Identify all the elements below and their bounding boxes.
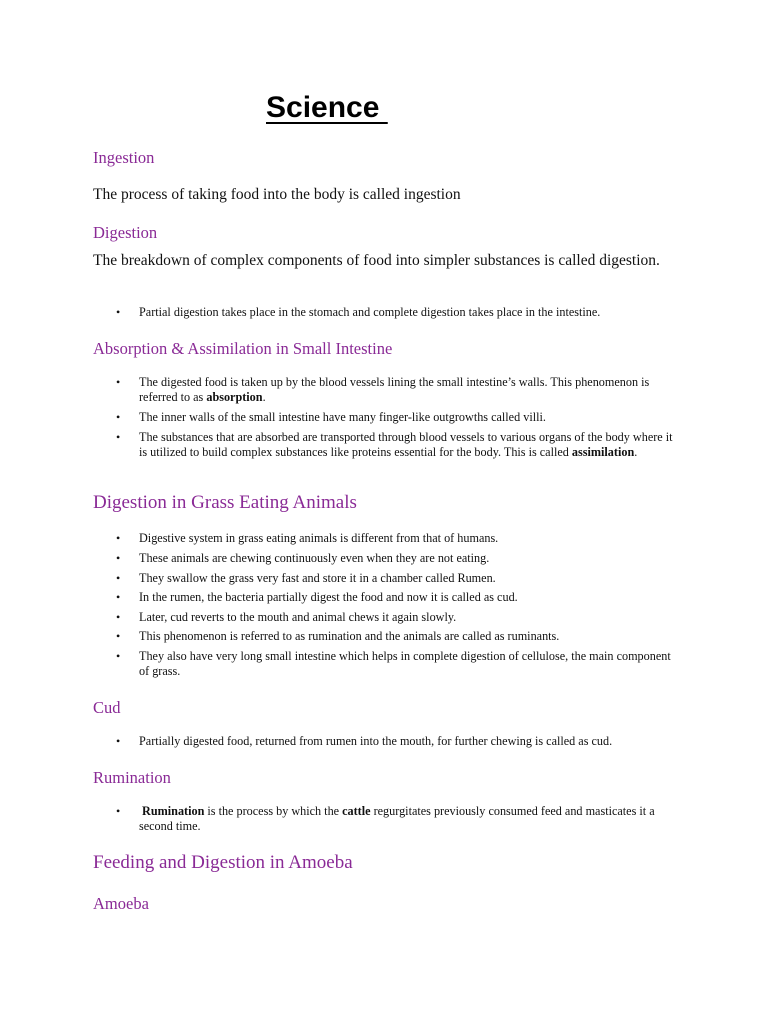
list-item: • Rumination is the process by which the cattle regurgitates previously consumed feed and masticates it a second time. [116,804,655,833]
list-item: • Partial digestion takes place in the stomach and complete digestion takes place in the intestine. [116,305,601,319]
digestion-text: The breakdown of complex components of food into simpler substances is called digestion. [93,252,660,269]
bullet-icon: • [116,375,121,389]
bullet-icon: • [116,610,121,624]
heading-digestion: Digestion [93,223,158,242]
bullet-icon: • [116,410,121,424]
heading-cud: Cud [93,698,121,717]
bullet-icon: • [116,571,121,585]
bullet-icon: • [116,804,121,818]
list-item: • In the rumen, the bacteria partially digest the food and now it is called as cud. [116,590,518,604]
list-item: • The digested food is taken up by the blood vessels lining the small intestine’s walls. This phenomenon is referred to as absorption. [116,375,650,404]
bullet-icon: • [116,649,121,663]
bullet-icon: • [116,629,121,643]
bullet-icon: • [116,734,121,748]
bullet-icon: • [116,430,121,444]
list-item: • The substances that are absorbed are transported through blood vessels to various organs of the body where it is utilized to build complex substances like proteins essential for the body. This is called assimilation. [116,430,673,459]
heading-ingestion: Ingestion [93,148,155,167]
ingestion-text: The process of taking food into the body is called ingestion [93,186,461,203]
page-title: Science [266,91,388,124]
bullet-icon: • [116,305,121,319]
list-item: • This phenomenon is referred to as rumination and the animals are called as ruminants. [116,629,560,643]
heading-amoeba-feeding: Feeding and Digestion in Amoeba [93,852,353,873]
bullet-icon: • [116,590,121,604]
list-item: • The inner walls of the small intestine have many finger-like outgrowths called villi. [116,410,546,424]
list-item: • They also have very long small intestine which helps in complete digestion of cellulose, the main component of grass. [116,649,671,678]
heading-rumination: Rumination [93,768,171,787]
heading-absorption: Absorption & Assimilation in Small Intestine [93,339,393,358]
list-item: • Digestive system in grass eating animals is different from that of humans. [116,531,499,545]
heading-amoeba: Amoeba [93,894,149,913]
heading-grass-eating-animals: Digestion in Grass Eating Animals [93,492,357,513]
list-item: • They swallow the grass very fast and store it in a chamber called Rumen. [116,571,496,585]
bullet-icon: • [116,531,121,545]
list-item: • These animals are chewing continuously even when they are not eating. [116,551,490,565]
list-item: • Partially digested food, returned from rumen into the mouth, for further chewing is called as cud. [116,734,613,748]
list-item: • Later, cud reverts to the mouth and animal chews it again slowly. [116,610,457,624]
bullet-icon: • [116,551,121,565]
